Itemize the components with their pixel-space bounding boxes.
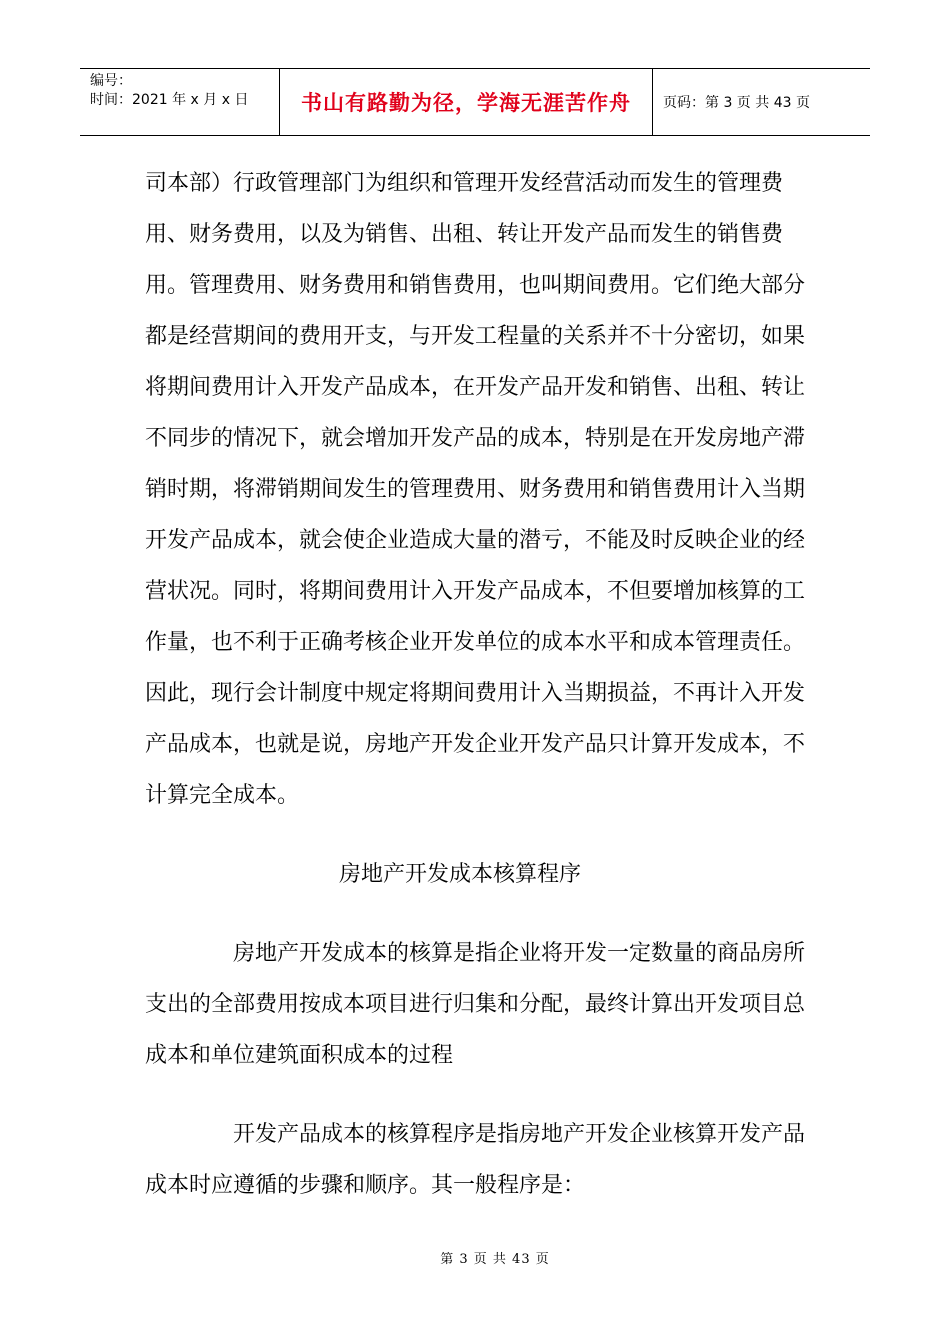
header-meta-cell — [80, 69, 280, 135]
body-paragraph-1: 司本部）行政管理部门为组织和管理开发经营活动而发生的管理费用、财务费用，以及为销售、出租、转让开发产品而发生的销售费用。管理费用、财务费用和销售费用，也叫期间费用。它们绝大部分都是经营期间的费用开支，与开发工程量的关系并不十分密切，如果将期间费用计入开发产品成本，在开发产品开发和销售、出租、转让不同步的情况下，就会增加开发产品的成本，特别是在开发房地产滞销时期，将滞销期间发生的管理费用、财务费用和销售费用计入当期开发产品成本，就会使企业造成大量的潜亏，不能及时反映企业的经营状况。同时，将期间费用计入开发产品成本，不但要增加核算的工作量，也不利于正确考核企业开发单位的成本水平和成本管理责任。因此，现行会计制度中规定将期间费用计入当期损益，不再计入开发产品成本，也就是说，房地产开发企业开发产品只计算开发成本，不计算完全成本。 — [145, 171, 806, 808]
header-motto: 书山有路勤为径，学海无涯苦作舟 — [301, 91, 631, 115]
document-time-label: 时间：2021 年 x 月 x 日 — [90, 92, 249, 108]
document-body — [145, 158, 805, 1211]
body-paragraph-3: 开发产品成本的核算程序是指房地产开发企业核算开发产品成本时应遵循的步骤和顺序。其一般程序是： — [145, 1122, 806, 1198]
header-page-cell — [653, 69, 870, 135]
body-paragraph-2: 房地产开发成本的核算是指企业将开发一定数量的商品房所支出的全部费用按成本项目进行归集和分配，最终计算出开发项目总成本和单位建筑面积成本的过程 — [145, 941, 806, 1068]
page-header — [80, 68, 870, 136]
header-page-info: 页码：第 3 页 共 43 页 — [663, 95, 810, 111]
document-number-label: 编号： — [90, 73, 132, 89]
header-motto-cell — [280, 69, 653, 135]
section-title: 房地产开发成本核算程序 — [338, 862, 581, 887]
page-footer: 第 3 页 共 43 页 — [440, 1252, 550, 1267]
